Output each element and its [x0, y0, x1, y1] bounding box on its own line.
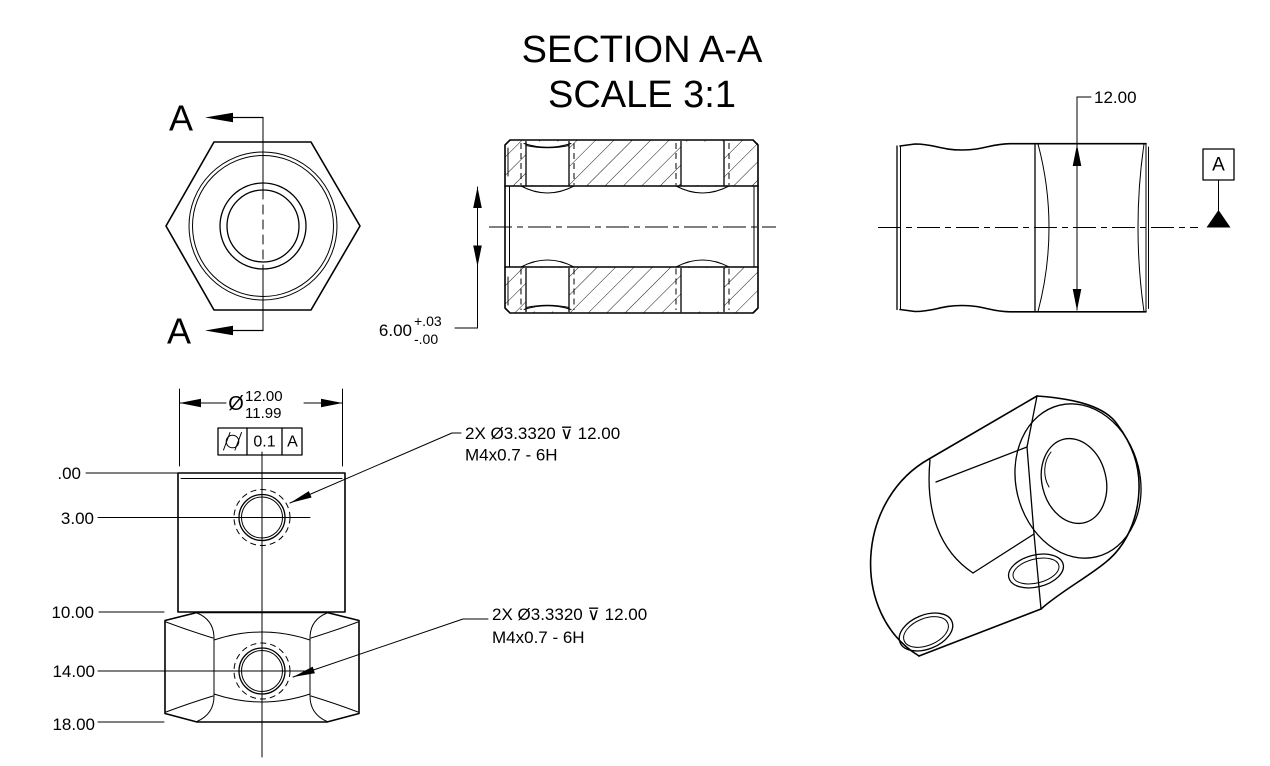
thread-note-lower — [293, 605, 647, 677]
section-letter-top: A — [168, 97, 194, 139]
section-arrow-top — [169, 98, 263, 139]
iso-cross-hole-cylinder — [894, 606, 959, 659]
thread-note-line1: 2X Ø3.3320 ⊽ 12.00 — [465, 424, 621, 443]
cylindricity-icon — [224, 433, 242, 451]
hex-front-view — [166, 98, 360, 352]
section-view — [379, 140, 776, 347]
fcf-datum-ref: A — [287, 433, 298, 451]
section-letter-bottom: A — [166, 310, 192, 352]
ordinate-dimensions — [51, 464, 310, 734]
iso-hex-edges — [929, 396, 1041, 609]
iso-bore-hole — [1033, 432, 1116, 531]
drawing-title — [522, 29, 763, 116]
datum-letter: A — [1212, 154, 1225, 176]
thread-note-line2: M4x0.7 - 6H — [492, 628, 585, 647]
section-arrow-bottom — [167, 311, 263, 352]
dim-arrow-right — [321, 399, 343, 408]
scale-label: SCALE 3:1 — [548, 74, 736, 116]
od-upper-value: 12.00 — [245, 388, 283, 405]
leader-arrowhead — [293, 667, 315, 677]
od-dimension — [180, 388, 343, 466]
hex-width-dimension — [1073, 88, 1137, 311]
section-title: SECTION A-A — [521, 29, 763, 71]
front-view — [51, 388, 647, 757]
dim-arrow-down — [1073, 289, 1082, 311]
ordinate-1: 3.00 — [60, 509, 94, 528]
diameter-symbol: Ø — [228, 393, 244, 415]
bore-dim-value: 6.00 — [378, 321, 412, 340]
dim-arrow-up — [473, 187, 482, 208]
feature-control-frame — [218, 428, 302, 455]
iso-bore-inner-arc — [1045, 452, 1051, 487]
isometric-view — [871, 390, 1157, 658]
datum-triangle — [1207, 210, 1231, 228]
section-arrowhead-bottom — [205, 326, 233, 335]
thread-note-line2: M4x0.7 - 6H — [465, 445, 558, 465]
dim-arrow-left — [180, 399, 202, 408]
section-arrowhead-top — [205, 113, 233, 122]
ordinate-3: 14.00 — [52, 662, 95, 681]
od-lower-value: 11.99 — [245, 405, 282, 422]
iso-bore-annulus — [999, 390, 1157, 571]
fcf-tolerance: 0.1 — [253, 433, 276, 451]
dim-arrow-up — [1073, 145, 1082, 167]
bore-dimension — [379, 187, 482, 347]
ordinate-2: 10.00 — [51, 603, 94, 622]
thread-note-upper — [290, 424, 620, 503]
bore-dim-tol-plus: +.03 — [414, 313, 442, 329]
side-top-edge — [900, 144, 1146, 150]
ordinate-0: .00 — [57, 464, 81, 483]
hex-width-value: 12.00 — [1094, 88, 1137, 107]
side-bottom-edge — [900, 306, 1146, 312]
thread-note-line1: 2X Ø3.3320 ⊽ 12.00 — [492, 605, 648, 624]
leader-arrowhead — [290, 491, 312, 503]
side-view — [878, 88, 1234, 312]
iso-bottom-silhouette — [919, 609, 1041, 656]
iso-cylinder-cap — [871, 459, 929, 656]
ordinate-4: 18.00 — [52, 715, 95, 734]
bore-dim-tol-minus: -.00 — [414, 331, 439, 347]
dim-arrow-down — [473, 246, 482, 267]
datum-feature-symbol — [1203, 149, 1234, 228]
